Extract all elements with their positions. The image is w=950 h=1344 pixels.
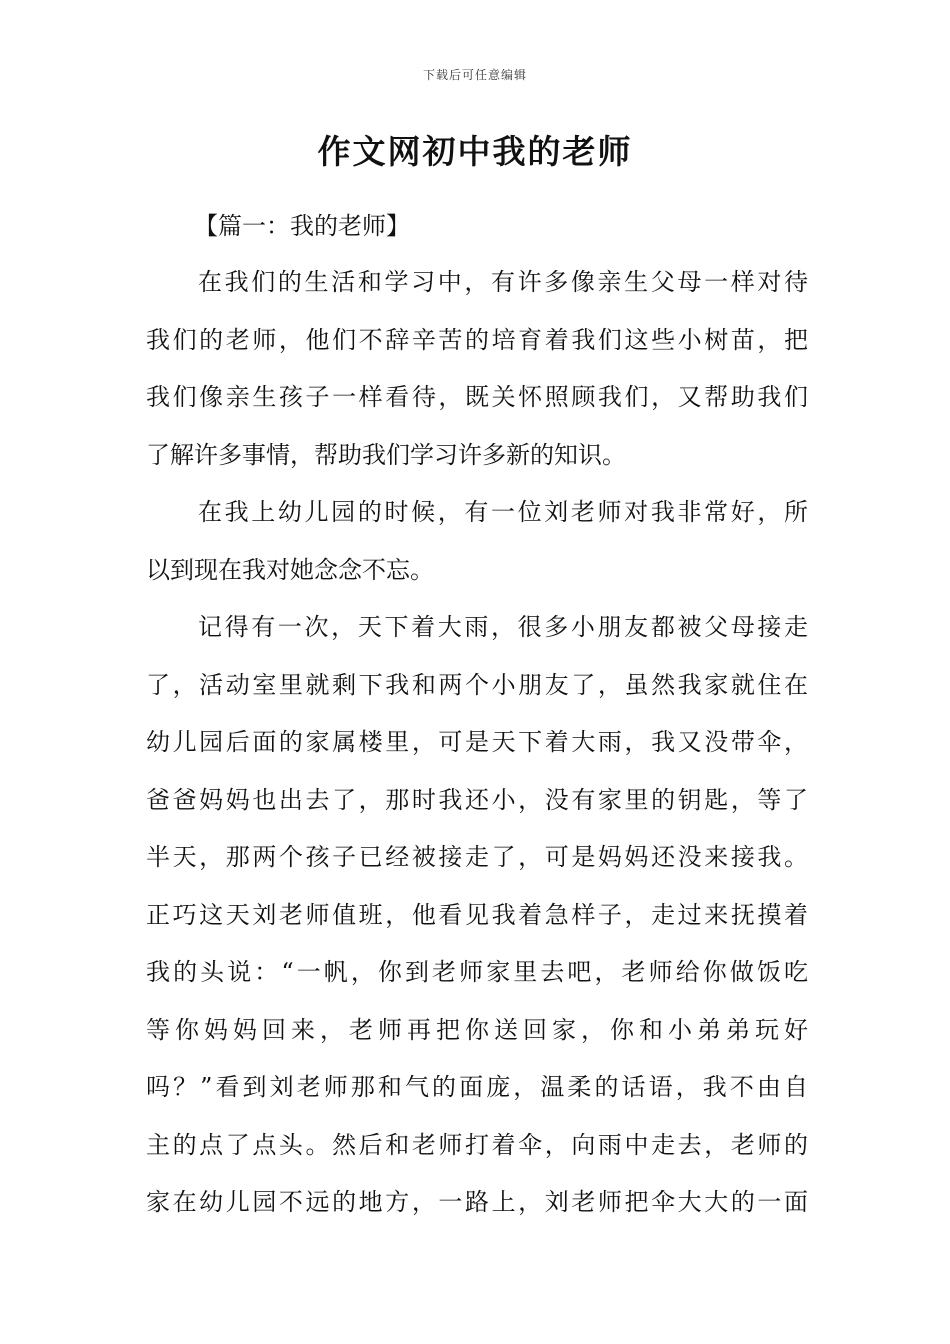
paragraph-line: 爸爸妈妈也出去了，那时我还小，没有家里的钥匙，等了 (146, 785, 808, 814)
paragraph-1 (146, 254, 808, 484)
header-note: 下载后可任意编辑 (422, 68, 527, 82)
paragraph-line: 在我上幼儿园的时候，有一位刘老师对我非常好，所 (198, 498, 808, 526)
paragraph-line: 等你妈妈回来，老师再把你送回家，你和小弟弟玩好 (146, 1015, 808, 1044)
paragraph-3 (146, 599, 808, 1232)
paragraph-2 (146, 484, 808, 599)
paragraph-line: 了解许多事情，帮助我们学习许多新的知识。 (146, 440, 626, 469)
paragraph-line: 我们像亲生孩子一样看待，既关怀照顾我们，又帮助我们 (146, 383, 808, 411)
document-body (146, 198, 808, 1232)
paragraph-line: 在我们的生活和学习中，有许多像亲生父母一样对待 (198, 268, 808, 296)
section-heading: 【篇一：我的老师】 (194, 212, 410, 240)
paragraph-line: 我们的老师，他们不辞辛苦的培育着我们这些小树苗，把 (146, 325, 808, 354)
paragraph-line: 了，活动室里就剩下我和两个小朋友了，虽然我家就住在 (146, 670, 808, 699)
paragraph-line: 吗？”看到刘老师那和气的面庞，温柔的话语，我不由自 (146, 1073, 808, 1101)
paragraph-line: 记得有一次，天下着大雨，很多小朋友都被父母接走 (198, 613, 808, 641)
paragraph-line: 家在幼儿园不远的地方，一路上，刘老师把伞大大的一面 (146, 1188, 808, 1216)
paragraph-line: 正巧这天刘老师值班，他看见我着急样子，走过来抚摸着 (146, 900, 808, 929)
paragraph-line: 以到现在我对她念念不忘。 (146, 555, 434, 584)
paragraph-line: 半天，那两个孩子已经被接走了，可是妈妈还没来接我。 (146, 843, 808, 871)
paragraph-line: 我的头说：“一帆，你到老师家里去吧，老师给你做饭吃 (146, 958, 808, 986)
document-title: 作文网初中我的老师 (317, 132, 633, 171)
paragraph-line: 主的点了点头。然后和老师打着伞，向雨中走去，老师的 (146, 1130, 808, 1159)
paragraph-line: 幼儿园后面的家属楼里，可是天下着大雨，我又没带伞， (146, 728, 808, 756)
